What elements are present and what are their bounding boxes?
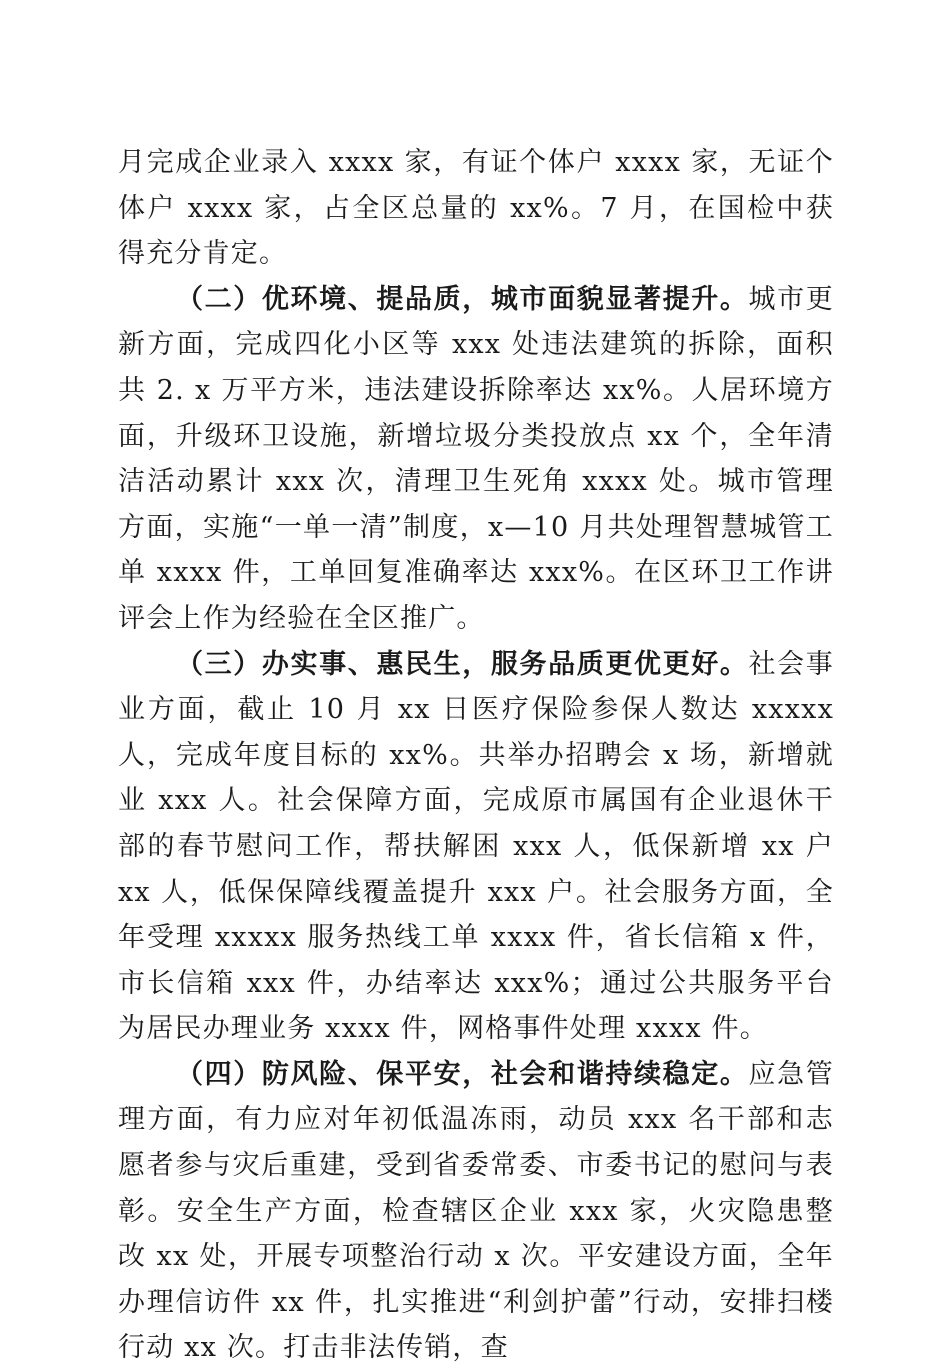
paragraph-section-3 [118,642,834,1052]
paragraph-text: 月完成企业录入 xxxx 家，有证个体户 xxxx 家，无证个体户 xxxx 家，占全区总量的 xx%。7 月，在国检中获得充分肯定。 [118,147,834,270]
paragraph-section-2 [118,277,834,642]
paragraph-text: 社会事业方面，截止 10 月 xx 日医疗保险参保人数达 xxxxx 人，完成年度目标的 xx%。共举办招聘会 x 场，新增就业 xxx 人。社会保障方面，完成原市属国有企业退休干部的春节慰问工作，帮扶解困 xxx 人，低保新增 xx 户 xx 人，低保保障线覆盖提升 xxx 户。社会服务方面，全年受理 xxxxx 服务热线工单 xxxx 件，省长信箱 x 件，市长信箱 xxx 件，办结率达 xxx%；通过公共服务平台为居民办理业务 xxxx 件，网格事件处理 xxxx 件。 [118,648,835,1045]
paragraph-text: 应急管理方面，有力应对年初低温冻雨，动员 xxx 名干部和志愿者参与灾后重建，受到省委常委、市委书记的慰问与表彰。安全生产方面，检查辖区企业 xxx 家，火灾隐患整改 xx 处，开展专项整治行动 x 次。平安建设方面，全年办理信访件 xx 件，扎实推进“利剑护蕾”行动，安排扫楼行动 xx 次。打击非法传销，查 [118,1058,835,1364]
section-heading: （二）优环境、提品质，城市面貌显著提升。 [176,283,749,315]
paragraph-section-4 [118,1052,834,1371]
paragraph-continuation [118,140,834,277]
section-heading: （四）防风险、保平安，社会和谐持续稳定。 [176,1058,749,1090]
document-body [118,140,834,1371]
section-heading: （三）办实事、惠民生，服务品质更优更好。 [176,648,749,680]
paragraph-text: 城市更新方面，完成四化小区等 xxx 处违法建筑的拆除，面积共 2. x 万平方米，违法建设拆除率达 xx%。人居环境方面，升级环卫设施，新增垃圾分类投放点 xx 个，全年清洁活动累计 xxx 次，清理卫生死角 xxxx 处。城市管理方面，实施“一单一清”制度，x—10 月共处理智慧城管工单 xxxx 件，工单回复准确率达 xxx%。在区环卫工作讲评会上作为经验在全区推广。 [118,283,835,634]
